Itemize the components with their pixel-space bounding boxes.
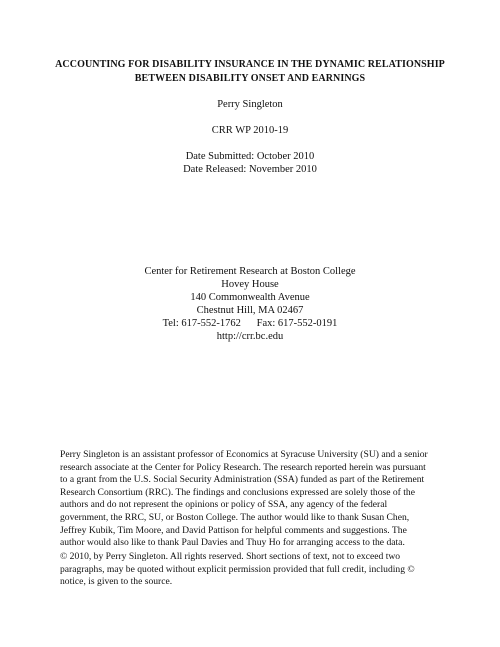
- copyright-line: © 2010, by Perry Singleton. All rights reserved. Short sections of text, not to exceed two: [60, 551, 401, 562]
- bio-line: authors and do not represent the opinions or policy of SSA, any agency of the federal: [60, 499, 388, 511]
- bio-line: author would also like to thank Paul Davies and Thuy Ho for arranging access to the data.: [60, 537, 405, 549]
- date-submitted: Date Submitted: October 2010: [185, 151, 315, 162]
- copyright-line: paragraphs, may be quoted without explicit permission provided that full credit, including ©: [60, 563, 415, 575]
- bio-line: Research Consortium (RRC). The findings and conclusions expressed are solely those of the: [60, 486, 415, 498]
- date-released: Date Released: November 2010: [183, 164, 317, 175]
- bio-line: Perry Singleton is an assistant professor of Economics at Syracuse University (SU) and a senior: [60, 449, 428, 460]
- address-url: http://crr.bc.edu: [216, 331, 284, 342]
- copyright-line: notice, is given to the source.: [60, 576, 173, 588]
- author-name: Perry Singleton: [217, 99, 283, 110]
- bio-line: Jeffrey Kubik, Tim Moore, and David Pattison for helpful comments and suggestions. The: [60, 524, 407, 536]
- paper-title: [40, 58, 460, 86]
- address-building: Hovey House: [221, 279, 279, 290]
- address-org: Center for Retirement Research at Boston College: [144, 266, 356, 277]
- bio-line: research associate at the Center for Policy Research. The research reported herein was pursuant: [60, 461, 426, 473]
- bio-line: government, the RRC, SU, or Boston College. The author would like to thank Susan Chen,: [60, 511, 410, 523]
- address-city: Chestnut Hill, MA 02467: [196, 305, 304, 316]
- institution-address: [0, 265, 500, 343]
- bio-line: to a grant from the U.S. Social Security Administration (SSA) funded as part of the Retirement: [60, 474, 425, 486]
- address-street: 140 Commonwealth Avenue: [190, 292, 310, 303]
- copyright-paragraph: [60, 551, 450, 589]
- paper-title-line-1: ACCOUNTING FOR DISABILITY INSURANCE IN THE DYNAMIC RELATIONSHIP: [55, 59, 445, 70]
- author-bio-paragraph: [60, 449, 450, 550]
- paper-title-line-2: BETWEEN DISABILITY ONSET AND EARNINGS: [134, 73, 366, 84]
- working-paper-number: CRR WP 2010-19: [211, 125, 289, 136]
- address-phone-fax: Tel: 617-552-1762 Fax: 617-552-0191: [162, 318, 338, 329]
